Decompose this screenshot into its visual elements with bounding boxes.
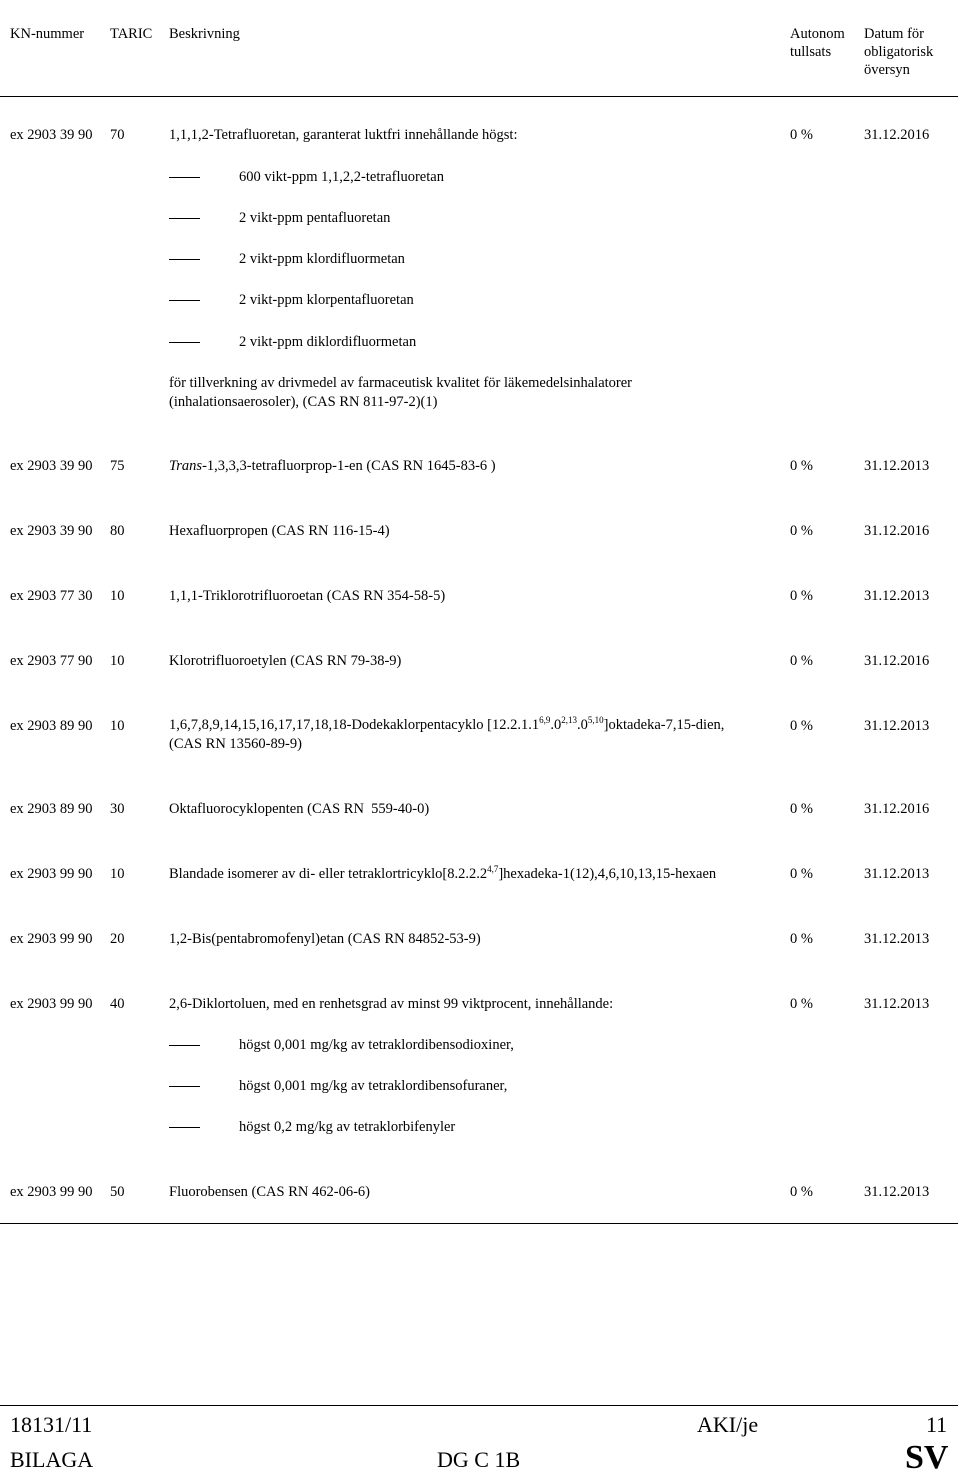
dash-icon: [169, 342, 200, 343]
taric-code: 75: [110, 458, 125, 474]
duty-rate: 0 %: [790, 653, 813, 669]
taric-code: 10: [110, 718, 125, 734]
description: Trans-1,3,3,3-tetrafluorprop-1-en (CAS RN 1645-83-6 ): [169, 458, 496, 474]
sub-item: 2 vikt-ppm klorpentafluoretan: [239, 292, 414, 308]
description-continuation: för tillverkning av drivmedel av farmaceutisk kvalitet för läkemedelsinhalatorer (inhalationsaerosoler), (CAS RN 811-97-2)(1): [169, 375, 633, 410]
description: 1,1,1-Triklorotrifluoroetan (CAS RN 354-58-5): [169, 588, 446, 604]
sub-item: högst 0,001 mg/kg av tetraklordibensodioxiner,: [239, 1037, 514, 1053]
review-date: 31.12.2013: [864, 718, 930, 734]
description: 1,1,1,2-Tetrafluoretan, garanterat luktfri innehållande högst:: [169, 127, 518, 143]
dash-icon: [169, 177, 200, 178]
table-end-divider: [0, 1223, 958, 1224]
description: Klorotrifluoroetylen (CAS RN 79-38-9): [169, 653, 402, 669]
review-date: 31.12.2013: [864, 588, 930, 604]
kn-number: ex 2903 77 30: [10, 588, 93, 604]
review-date: 31.12.2013: [864, 996, 930, 1012]
duty-rate: 0 %: [790, 931, 813, 947]
review-date: 31.12.2013: [864, 458, 930, 474]
kn-number: ex 2903 99 90: [10, 996, 93, 1012]
column-header-taric: TARIC: [110, 26, 153, 42]
sub-item: högst 0,001 mg/kg av tetraklordibensofuraner,: [239, 1078, 508, 1094]
column-header-description: Beskrivning: [169, 26, 240, 42]
dash-icon: [169, 1086, 200, 1087]
kn-number: ex 2903 39 90: [10, 458, 93, 474]
sub-item: 2 vikt-ppm diklordifluormetan: [239, 334, 417, 350]
taric-code: 20: [110, 931, 125, 947]
duty-rate: 0 %: [790, 801, 813, 817]
review-date: 31.12.2016: [864, 801, 930, 817]
kn-number: ex 2903 99 90: [10, 931, 93, 947]
description: Blandade isomerer av di- eller tetraklortricyklo[8.2.2.2$^{4,7}$]hexadeka-1(12),4,6,10,13,15-hexaen: [169, 864, 717, 882]
sub-item: 2 vikt-ppm klordifluormetan: [239, 251, 405, 267]
description: 1,2-Bis(pentabromofenyl)etan (CAS RN 84852-53-9): [169, 931, 481, 947]
taric-code: 10: [110, 588, 125, 604]
duty-rate: 0 %: [790, 718, 813, 734]
duty-rate: 0 %: [790, 1184, 813, 1200]
kn-number: ex 2903 39 90: [10, 523, 93, 539]
dash-icon: [169, 259, 200, 260]
description: 2,6-Diklortoluen, med en renhetsgrad av minst 99 viktprocent, innehållande:: [169, 996, 614, 1012]
review-date: 31.12.2016: [864, 523, 930, 539]
description: Hexafluorpropen (CAS RN 116-15-4): [169, 523, 390, 539]
header-divider: [0, 96, 958, 97]
kn-number: ex 2903 99 90: [10, 1184, 93, 1200]
description: 1,6,7,8,9,14,15,16,17,17,18,18-Dodekaklorpentacyklo [12.2.1.1$^{6,9}$.0$^{2,13}$.0$^{5,10}$]oktadeka-7,15-dien, (CAS RN 13560-89-9): [169, 715, 725, 752]
dash-icon: [169, 1127, 200, 1128]
taric-code: 30: [110, 801, 125, 817]
page-number: 11: [926, 1412, 948, 1437]
sub-item: 2 vikt-ppm pentafluoretan: [239, 210, 391, 226]
taric-code: 10: [110, 866, 125, 882]
duty-rate: 0 %: [790, 458, 813, 474]
kn-number: ex 2903 89 90: [10, 718, 93, 734]
column-header-review-date: Datum för obligatorisk översyn: [864, 26, 934, 78]
review-date: 31.12.2016: [864, 127, 930, 143]
sub-item: 600 vikt-ppm 1,1,2,2-tetrafluoretan: [239, 169, 444, 185]
taric-code: 40: [110, 996, 125, 1012]
review-date: 31.12.2013: [864, 1184, 930, 1200]
kn-number: ex 2903 77 90: [10, 653, 93, 669]
kn-number: ex 2903 99 90: [10, 866, 93, 882]
description: Fluorobensen (CAS RN 462-06-6): [169, 1184, 370, 1200]
dash-icon: [169, 300, 200, 301]
footer-divider: [0, 1405, 958, 1406]
directorate-label: DG C 1B: [437, 1447, 521, 1472]
dash-icon: [169, 218, 200, 219]
language-code: SV: [905, 1439, 949, 1476]
kn-number: ex 2903 89 90: [10, 801, 93, 817]
dash-icon: [169, 1045, 200, 1046]
kn-number: ex 2903 39 90: [10, 127, 93, 143]
taric-code: 70: [110, 127, 125, 143]
sub-item: högst 0,2 mg/kg av tetraklorbifenyler: [239, 1119, 456, 1135]
duty-rate: 0 %: [790, 588, 813, 604]
taric-code: 10: [110, 653, 125, 669]
document-number: 18131/11: [10, 1412, 93, 1437]
review-date: 31.12.2016: [864, 653, 930, 669]
author-initials: AKI/je: [697, 1412, 759, 1437]
column-header-rate: Autonom tullsats: [790, 26, 845, 60]
duty-rate: 0 %: [790, 996, 813, 1012]
review-date: 31.12.2013: [864, 866, 930, 882]
taric-code: 50: [110, 1184, 125, 1200]
annex-label: BILAGA: [10, 1447, 94, 1472]
description: Oktafluorocyklopenten (CAS RN 559-40-0): [169, 801, 430, 817]
review-date: 31.12.2013: [864, 931, 930, 947]
duty-rate: 0 %: [790, 866, 813, 882]
taric-code: 80: [110, 523, 125, 539]
duty-rate: 0 %: [790, 127, 813, 143]
duty-rate: 0 %: [790, 523, 813, 539]
column-header-kn: KN-nummer: [10, 26, 85, 42]
